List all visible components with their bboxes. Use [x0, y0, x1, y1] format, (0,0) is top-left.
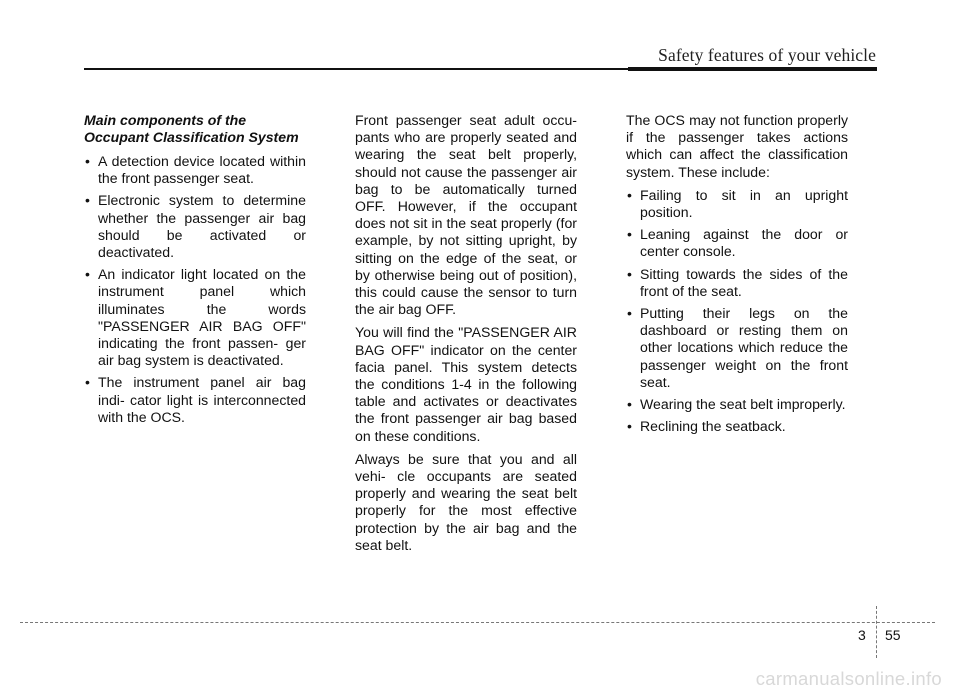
paragraph: Front passenger seat adult occu- pants who are properly seated and wearing the seat belt properly, should not cause the passenger air bag to be automatically turned OFF. However, if the occupant does not sit in the seat properly (for example, by not sitting upright, by sitting on the edge of the seat, or by otherwise being out of position), this could cause the sensor to turn the air bag OFF.: [355, 112, 577, 318]
list-item-text: The instrument panel air bag indi- cator light is interconnected with the OCS.: [98, 374, 306, 425]
column-components: [84, 112, 306, 431]
bullet-icon: •: [85, 153, 90, 169]
list-item: [626, 187, 848, 221]
list-item: [84, 192, 306, 261]
page-number: 55: [885, 627, 901, 643]
list-item: [626, 266, 848, 300]
limitations-list: [626, 187, 848, 436]
list-item-text: Leaning against the door or center console.: [640, 226, 848, 260]
bullet-icon: •: [627, 186, 632, 203]
list-item: [84, 374, 306, 426]
list-item-text: Putting their legs on the dashboard or resting them on other locations which reduce the passenger weight on the front seat.: [640, 305, 848, 390]
bullet-icon: •: [85, 374, 90, 391]
bullet-icon: •: [627, 226, 632, 243]
section-heading-line1: Main components of the: [84, 112, 247, 128]
components-list: [84, 153, 306, 426]
bullet-icon: •: [85, 192, 90, 209]
section-heading: [84, 112, 306, 146]
footer-divider: [20, 622, 935, 623]
paragraph: You will find the "PASSENGER AIR BAG OFF" indicator on the center facia panel. This system detects the conditions 1-4 in the following table and activates or deactivates the front passenger air bag based on these conditions.: [355, 324, 577, 444]
paragraph: Always be sure that you and all vehi- cle occupants are seated properly and wearing the seat belt properly for the most effective protection by the air bag and the seat belt.: [355, 450, 577, 553]
list-item-text: A detection device located within the front passenger seat.: [98, 153, 306, 187]
chapter-number: 3: [858, 627, 866, 643]
list-item-text: Failing to sit in an upright position.: [640, 186, 848, 221]
list-item: [626, 305, 848, 391]
bullet-icon: •: [627, 396, 632, 413]
bullet-icon: •: [627, 305, 632, 322]
bullet-icon: •: [85, 266, 90, 283]
column-seating: [355, 112, 577, 560]
list-item-text: Electronic system to determine whether the passenger air bag should be activated or deactivated.: [98, 192, 306, 261]
page-header-title: Safety features of your vehicle: [658, 45, 876, 65]
list-item: [84, 266, 306, 369]
list-item: [626, 396, 848, 413]
column-ocs-limitations: [626, 112, 848, 440]
list-item-text: Reclining the seatback.: [640, 418, 786, 435]
list-item-text: Sitting towards the sides of the front of the seat.: [640, 265, 848, 299]
header-rule-accent: [628, 67, 877, 71]
list-item-text: Wearing the seat belt improperly.: [640, 396, 846, 413]
watermark: carmanualsonline.info: [755, 668, 942, 689]
section-heading-line2: Occupant Classification System: [84, 129, 299, 145]
list-item: [626, 226, 848, 260]
footer-page-divider: [876, 606, 877, 658]
bullet-icon: •: [627, 418, 632, 435]
paragraph: The OCS may not function properly if the passenger takes actions which can affect the classification system. These include:: [626, 112, 848, 180]
list-item: [626, 418, 848, 435]
bullet-icon: •: [627, 265, 632, 282]
list-item: [84, 153, 306, 187]
list-item-text: An indicator light located on the instrument panel which illuminates the words "PASSENGER AIR BAG OFF" indicating the front passen- ger air bag system is deactivated.: [98, 266, 306, 369]
